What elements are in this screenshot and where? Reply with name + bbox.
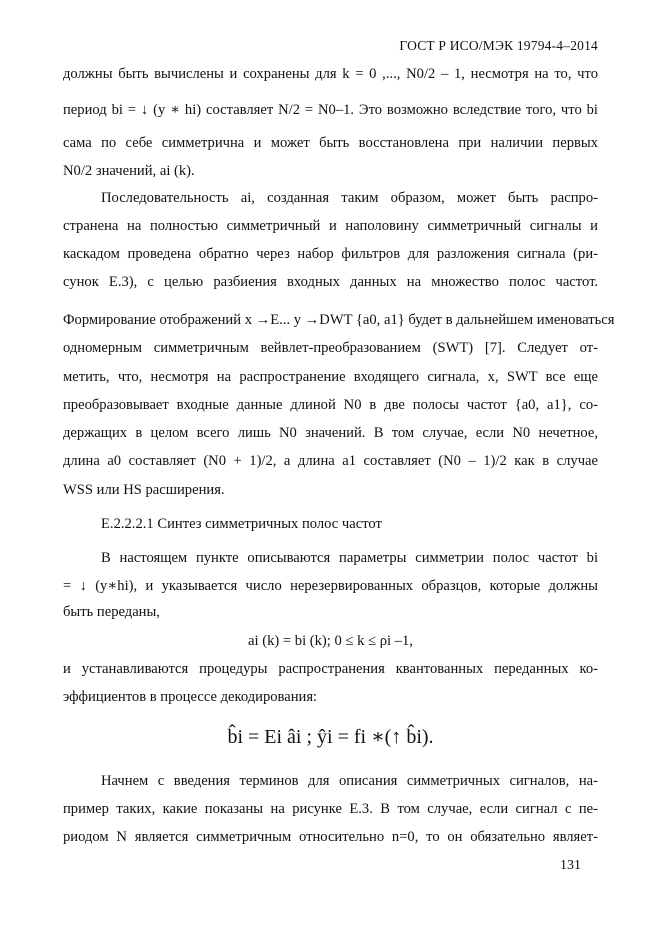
text-line: Последовательность ai, созданная таким образом, может быть распро-	[101, 190, 598, 206]
text-line: В настоящем пункте описываются параметры симметрии полос частот bi	[101, 550, 598, 566]
text-line: период bi = ↓ (y ∗ hi) составляет N/2 = N0–1. Это возможно вследствие того, что bi	[63, 102, 598, 118]
text-line: странена на полностью симметричный и наполовину симметричный сигналы и	[63, 218, 598, 234]
text-line: Формирование отображений x →E... y →DWT {a0, a1} будет в дальнейшем именоваться	[63, 312, 615, 328]
text-line: Начнем с введения терминов для описания симметричных сигналов, на-	[101, 773, 598, 789]
text-line: сама по себе симметрична и может быть восстановлена при наличии первых	[63, 135, 598, 151]
text-line: каскадом проведена обратно через набор фильтров для разложения сигнала (ри-	[63, 246, 598, 262]
text-line: N0/2 значений, ai (k).	[63, 163, 195, 179]
text-line: одномерным симметричным вейвлет-преобразованием (SWT) [7]. Следует от-	[63, 340, 598, 356]
equation-block: b̂i = Ei âi ; ŷi = fi ∗(↑ b̂i).	[227, 726, 434, 748]
text-line: пример таких, какие показаны на рисунке Е.3. В том случае, если сигнал с пе-	[63, 801, 598, 817]
equation-line: ai (k) = bi (k); 0 ≤ k ≤ ρi –1,	[248, 633, 413, 649]
text-line: преобразовывает входные данные длиной N0 в две полосы частот {a0, a1}, со-	[63, 397, 598, 413]
running-header: ГОСТ Р ИСО/МЭК 19794-4–2014	[399, 38, 598, 53]
text-line: длина a0 составляет (N0 + 1)/2, а длина a1 составляет (N0 – 1)/2 как в случае	[63, 453, 598, 469]
text-line: быть переданы,	[63, 604, 160, 620]
text-line: и устанавливаются процедуры распространения квантованных переданных ко-	[63, 661, 598, 677]
section-heading: Е.2.2.2.1 Синтез симметричных полос частот	[101, 516, 382, 532]
text-line: эффициентов в процессе декодирования:	[63, 689, 318, 705]
text-line: риодом N является симметричным относительно n=0, то он обязательно являет-	[63, 829, 598, 845]
text-line: метить, что, несмотря на распространение входящего сигнала, x, SWT все еще	[63, 369, 598, 385]
text-line: WSS или HS расширения.	[63, 482, 225, 498]
text-line: должны быть вычислены и сохранены для k = 0 ,..., N0/2 – 1, несмотря на то, что	[63, 66, 598, 82]
text-line: = ↓ (y∗hi), и указывается число нерезервированных образцов, которые должны	[63, 578, 598, 594]
text-line: держащих в целом всего лишь N0 значений. В том случае, если N0 нечетное,	[63, 425, 598, 441]
page-number: 131	[560, 858, 581, 873]
text-line: сунок Е.3), с целью разбиения входных данных на множество полос частот.	[63, 274, 598, 290]
